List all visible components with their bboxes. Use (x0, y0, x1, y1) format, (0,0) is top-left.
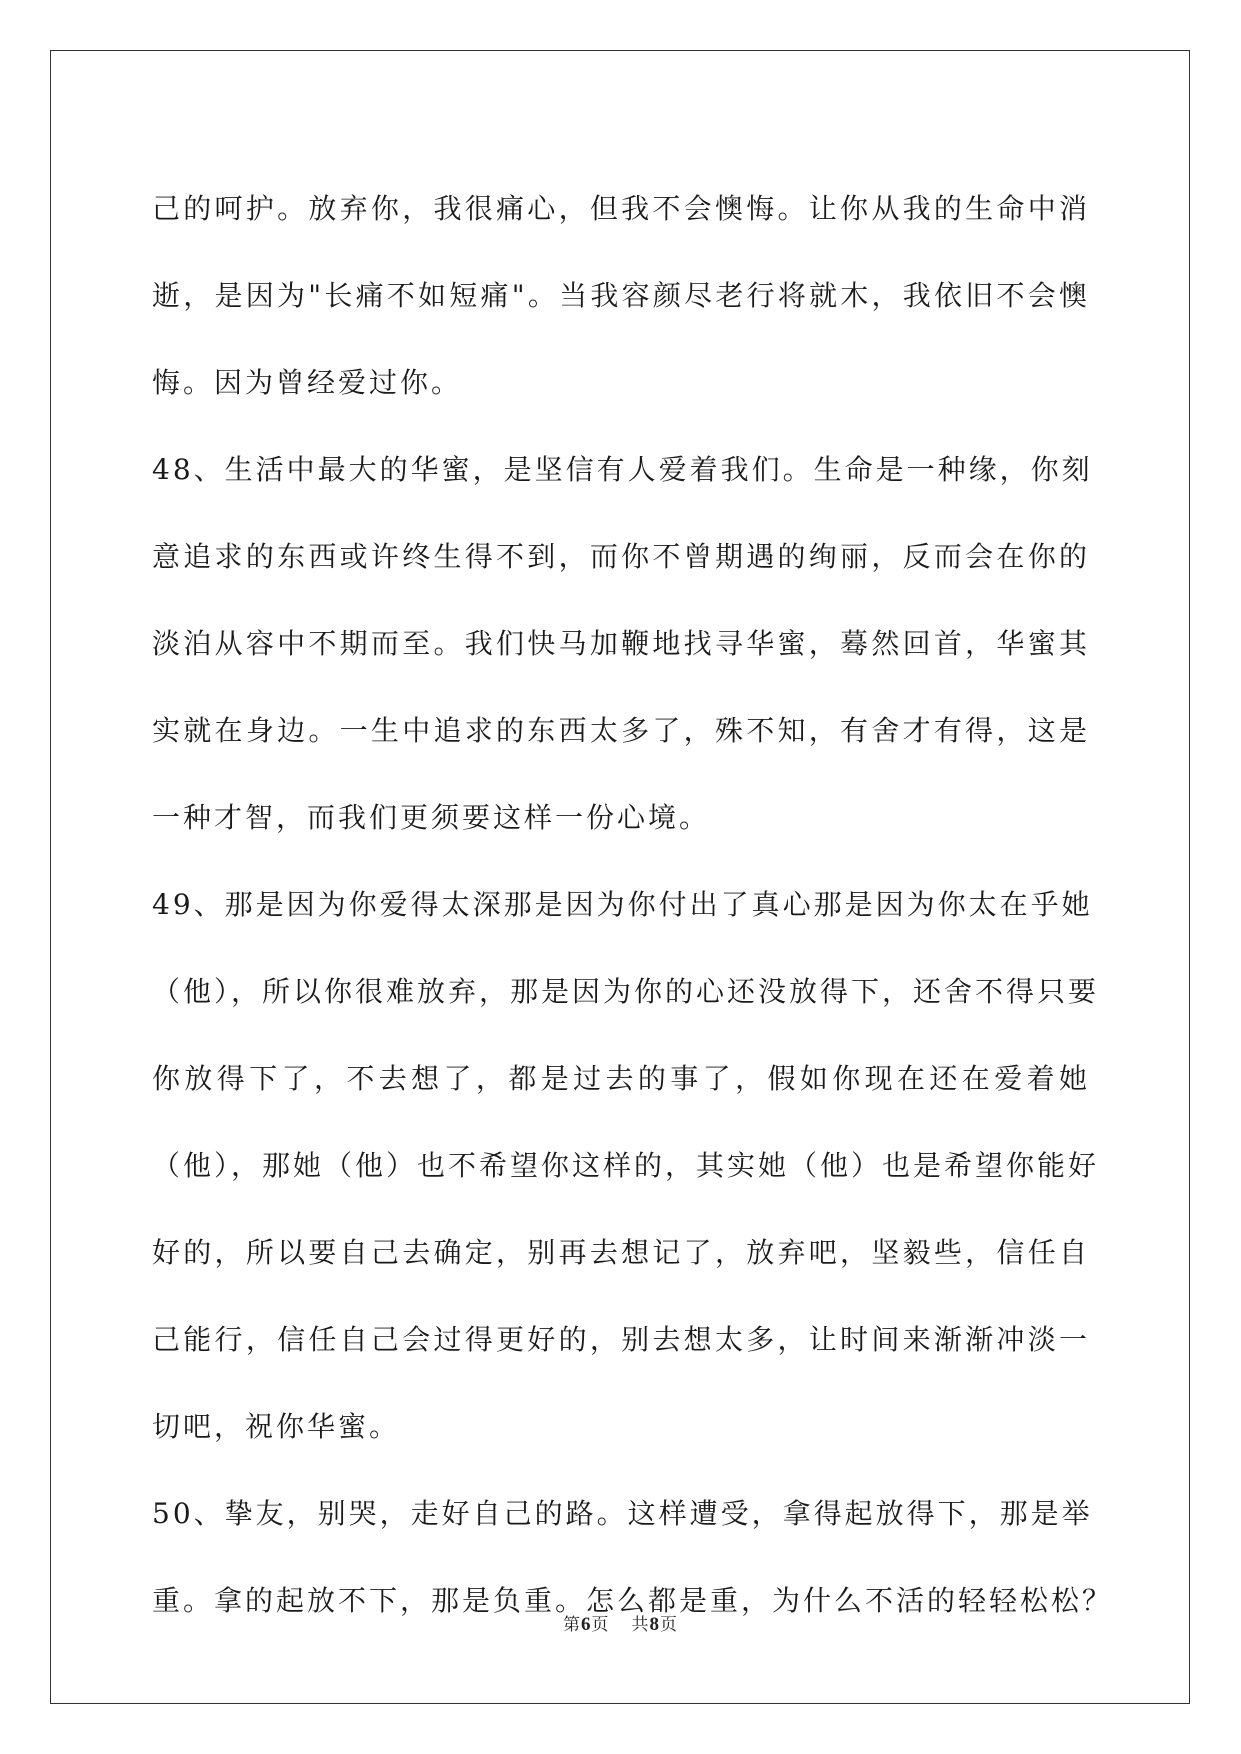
text-line: 实就在身边。一生中追求的东西太多了，殊不知，有舍才有得，这是 (152, 714, 1090, 747)
text-line: 意追求的东西或许终生得不到，而你不曾期遇的绚丽，反而会在你的 (152, 540, 1090, 573)
total-prefix: 共 (631, 1615, 650, 1635)
text-line: 重。拿的起放不下，那是负重。怎么都是重，为什么不活的轻轻松松？ (152, 1584, 1114, 1617)
page-suffix: 页 (591, 1615, 610, 1635)
text-line: 切吧，祝你华蜜。 (152, 1410, 401, 1443)
text-line: 48、生活中最大的华蜜，是坚信有人爱着我们。生命是一种缘，你刻 (152, 453, 1093, 486)
text-line: （他），所以你很难放弃，那是因为你的心还没放得下，还舍不得只要 (152, 975, 1100, 1008)
total-suffix: 页 (660, 1615, 678, 1635)
text-line: （他），那她（他）也不希望你这样的，其实她（他）也是希望你能好 (152, 1149, 1100, 1182)
text-line: 逝，是因为"长痛不如短痛"。当我容颜尽老行将就木，我依旧不会懊 (152, 279, 1090, 312)
page-total: 8 (649, 1614, 660, 1635)
page-prefix: 第 (563, 1615, 581, 1635)
document-body (152, 165, 1114, 1644)
page-footer (0, 1610, 1241, 1636)
text-line: 你放得下了，不去想了，都是过去的事了，假如你现在还在爱着她 (152, 1062, 1090, 1095)
text-line: 己的呵护。放弃你，我很痛心，但我不会懊悔。让你从我的生命中消 (152, 192, 1090, 225)
page-current: 6 (581, 1614, 592, 1635)
text-line: 淡泊从容中不期而至。我们快马加鞭地找寻华蜜，蓦然回首，华蜜其 (152, 627, 1090, 660)
text-line: 好的，所以要自己去确定，别再去想记了，放弃吧，坚毅些，信任自 (152, 1236, 1090, 1269)
text-line: 悔。因为曾经爱过你。 (152, 366, 463, 399)
text-line: 50、挚友，别哭，走好自己的路。这样遭受，拿得起放得下，那是举 (152, 1497, 1093, 1530)
text-line: 己能行，信任自己会过得更好的，别去想太多，让时间来渐渐冲淡一 (152, 1323, 1090, 1356)
text-line: 一种才智，而我们更须要这样一份心境。 (152, 801, 711, 834)
text-line: 49、那是因为你爱得太深那是因为你付出了真心那是因为你太在乎她 (152, 888, 1093, 921)
